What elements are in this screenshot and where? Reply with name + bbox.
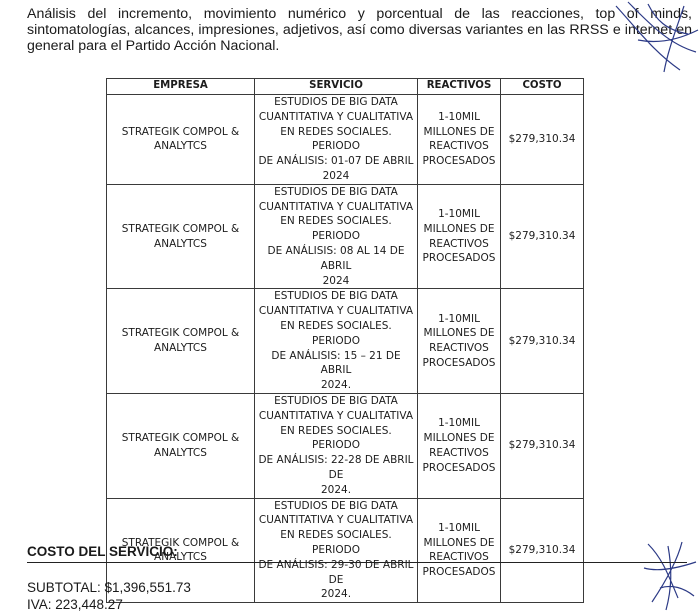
table-row	[107, 393, 584, 498]
table-row	[107, 289, 584, 394]
services-table	[106, 78, 584, 603]
cost-section-heading: COSTO DEL SERVICIO:	[27, 544, 178, 559]
iva-line: IVA: 223,448.27	[27, 597, 123, 612]
cell-reactivos: 1-10MIL MILLONES DE REACTIVOS PROCESADOS	[418, 184, 501, 289]
subtotal-line: SUBTOTAL: $1,396,551.73	[27, 580, 191, 595]
cell-costo: $279,310.34	[501, 393, 584, 498]
section-divider	[27, 562, 687, 563]
signature-bottom-right	[638, 538, 700, 612]
header-reactivos: REACTIVOS	[418, 79, 501, 95]
cell-empresa: STRATEGIK COMPOL & ANALYTCS	[107, 498, 255, 603]
cell-empresa: STRATEGIK COMPOL & ANALYTCS	[107, 289, 255, 394]
cell-empresa: STRATEGIK COMPOL & ANALYTCS	[107, 393, 255, 498]
cell-servicio: ESTUDIOS DE BIG DATA CUANTITATIVA Y CUALITATIVA EN REDES SOCIALES. PERIODO DE ANÁLISIS: 15 – 21 DE ABRIL 2024.	[255, 289, 418, 394]
cell-costo: $279,310.34	[501, 498, 584, 603]
cell-costo: $279,310.34	[501, 95, 584, 185]
header-empresa: EMPRESA	[107, 79, 255, 95]
intro-paragraph: Análisis del incremento, movimiento numérico y porcentual de las reacciones, top of minds, sintomatologías, alcances, impresiones, adjetivos, así como diversas variantes en las RRSS e internet en general para el Partido Acción Nacional.	[27, 6, 692, 54]
cell-servicio: ESTUDIOS DE BIG DATA CUANTITATIVA Y CUALITATIVA EN REDES SOCIALES. PERIODO DE ANÁLISIS: 29-30 DE ABRIL DE 2024.	[255, 498, 418, 603]
cell-reactivos: 1-10MIL MILLONES DE REACTIVOS PROCESADOS	[418, 393, 501, 498]
header-servicio: SERVICIO	[255, 79, 418, 95]
cell-reactivos: 1-10MIL MILLONES DE REACTIVOS PROCESADOS	[418, 289, 501, 394]
cell-servicio: ESTUDIOS DE BIG DATA CUANTITATIVA Y CUALITATIVA EN REDES SOCIALES. PERIODO DE ANÁLISIS: 08 AL 14 DE ABRIL 2024	[255, 184, 418, 289]
table-header-row	[107, 79, 584, 95]
cell-reactivos: 1-10MIL MILLONES DE REACTIVOS PROCESADOS	[418, 498, 501, 603]
cell-reactivos: 1-10MIL MILLONES DE REACTIVOS PROCESADOS	[418, 95, 501, 185]
cell-servicio: ESTUDIOS DE BIG DATA CUANTITATIVA Y CUALITATIVA EN REDES SOCIALES. PERIODO DE ANÁLISIS: 22-28 DE ABRIL DE 2024.	[255, 393, 418, 498]
table-row	[107, 184, 584, 289]
header-costo: COSTO	[501, 79, 584, 95]
cell-empresa: STRATEGIK COMPOL & ANALYTCS	[107, 184, 255, 289]
cell-costo: $279,310.34	[501, 184, 584, 289]
cell-costo: $279,310.34	[501, 289, 584, 394]
cell-empresa: STRATEGIK COMPOL & ANALYTCS	[107, 95, 255, 185]
table-row	[107, 95, 584, 185]
cell-servicio: ESTUDIOS DE BIG DATA CUANTITATIVA Y CUALITATIVA EN REDES SOCIALES. PERIODO DE ANÁLISIS: 01-07 DE ABRIL 2024	[255, 95, 418, 185]
